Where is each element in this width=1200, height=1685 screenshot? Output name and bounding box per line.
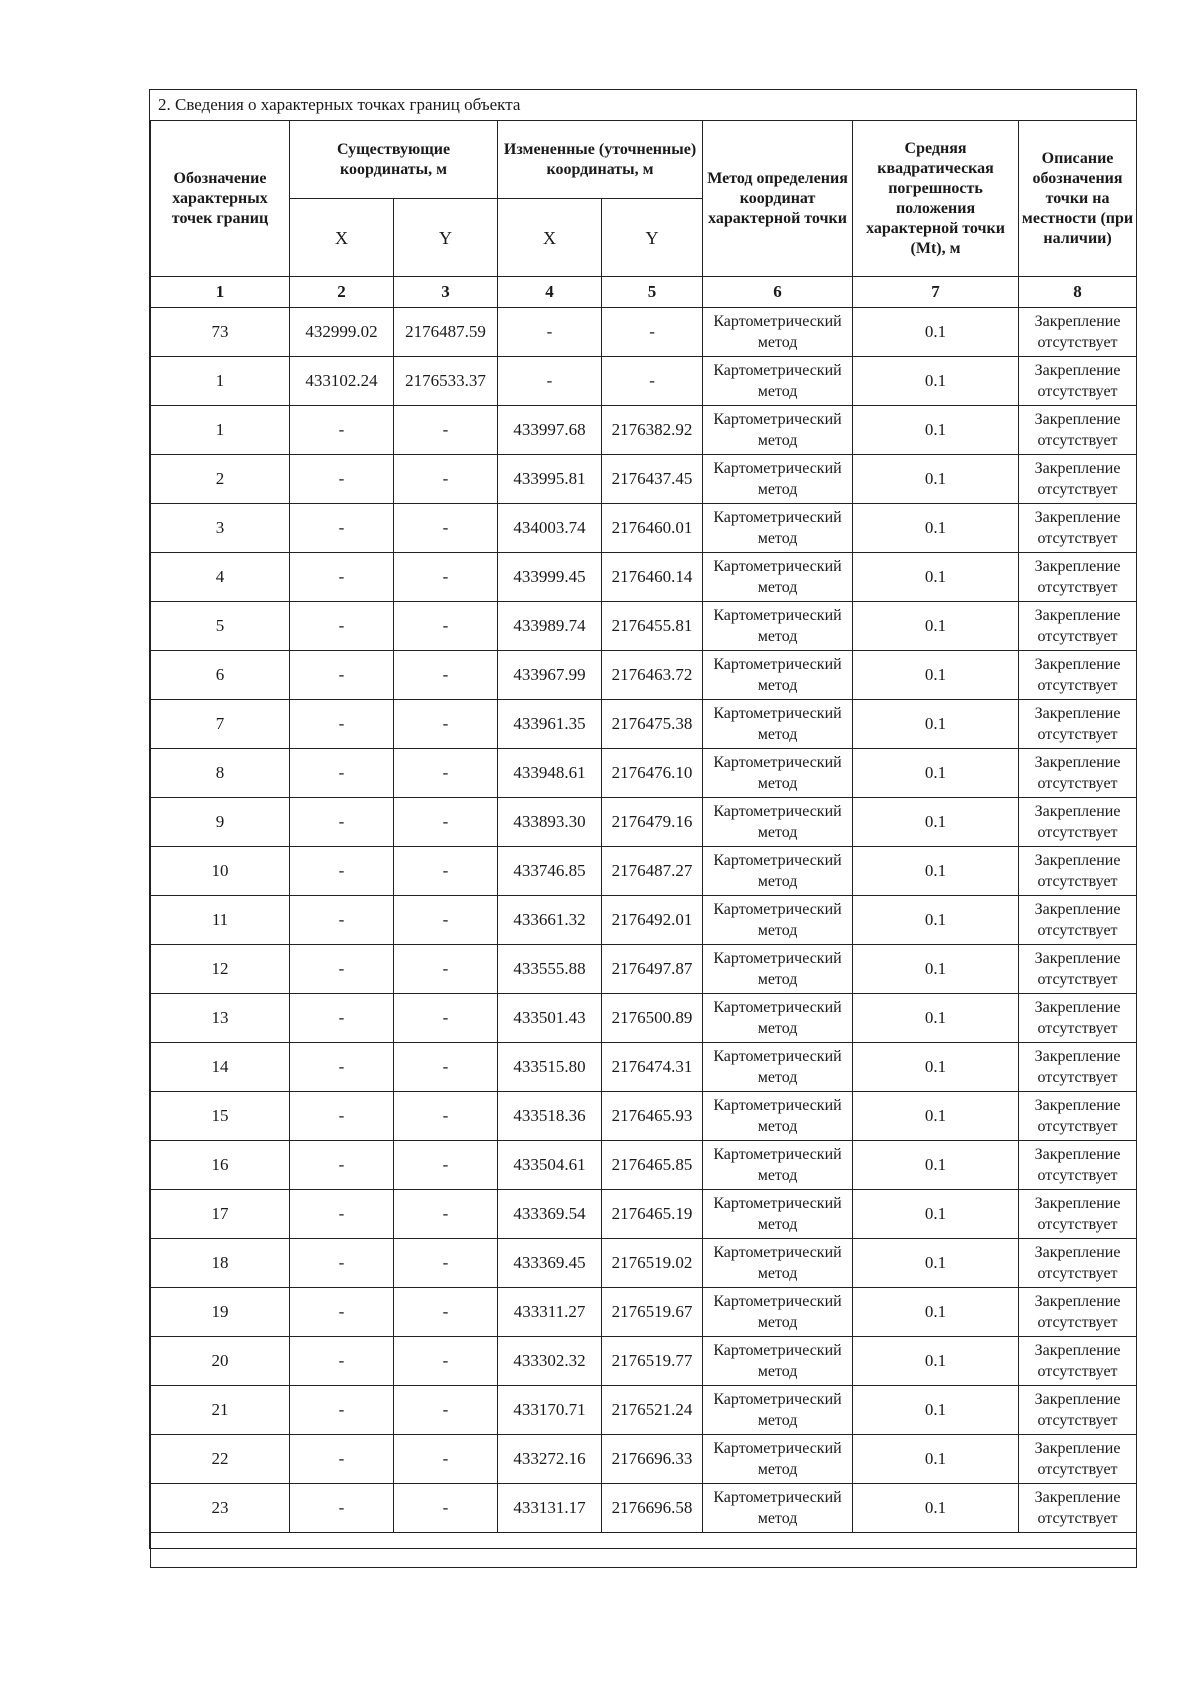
existing-y-cell: - xyxy=(394,1435,498,1484)
description-cell: Закрепление отсутствует xyxy=(1019,1141,1137,1190)
method-cell: Картометрический метод xyxy=(703,798,853,847)
description-cell: Закрепление отсутствует xyxy=(1019,896,1137,945)
mean-error-cell: 0.1 xyxy=(853,651,1019,700)
column-number: 3 xyxy=(394,277,498,308)
description-cell: Закрепление отсутствует xyxy=(1019,406,1137,455)
column-number: 7 xyxy=(853,277,1019,308)
column-number: 2 xyxy=(290,277,394,308)
changed-y-cell: 2176479.16 xyxy=(602,798,703,847)
header-existing-coords: Существующие координаты, м xyxy=(290,121,498,199)
table-row xyxy=(151,700,1137,749)
mean-error-cell: 0.1 xyxy=(853,308,1019,357)
changed-x-cell: 433948.61 xyxy=(498,749,602,798)
existing-x-cell: - xyxy=(290,602,394,651)
changed-x-cell: - xyxy=(498,357,602,406)
mean-error-cell: 0.1 xyxy=(853,553,1019,602)
point-cell: 17 xyxy=(151,1190,290,1239)
header-changed-coords: Измененные (уточненные) координаты, м xyxy=(498,121,703,199)
mean-error-cell: 0.1 xyxy=(853,847,1019,896)
point-cell: 20 xyxy=(151,1337,290,1386)
point-cell: 8 xyxy=(151,749,290,798)
changed-y-cell: 2176463.72 xyxy=(602,651,703,700)
point-cell: 1 xyxy=(151,406,290,455)
existing-y-cell: - xyxy=(394,455,498,504)
table-row xyxy=(151,994,1137,1043)
point-cell: 6 xyxy=(151,651,290,700)
method-cell: Картометрический метод xyxy=(703,1239,853,1288)
existing-x-cell: - xyxy=(290,504,394,553)
changed-y-cell: 2176497.87 xyxy=(602,945,703,994)
mean-error-cell: 0.1 xyxy=(853,455,1019,504)
changed-y-cell: 2176519.67 xyxy=(602,1288,703,1337)
description-cell: Закрепление отсутствует xyxy=(1019,1484,1137,1533)
point-cell: 73 xyxy=(151,308,290,357)
changed-y-cell: 2176465.85 xyxy=(602,1141,703,1190)
table-row xyxy=(151,651,1137,700)
table-row xyxy=(151,1141,1137,1190)
point-cell: 13 xyxy=(151,994,290,1043)
table-row xyxy=(151,602,1137,651)
changed-y-cell: 2176475.38 xyxy=(602,700,703,749)
mean-error-cell: 0.1 xyxy=(853,504,1019,553)
table-row xyxy=(151,1092,1137,1141)
changed-y-cell: 2176455.81 xyxy=(602,602,703,651)
table-row xyxy=(151,1386,1137,1435)
changed-x-cell: 433555.88 xyxy=(498,945,602,994)
existing-x-cell: - xyxy=(290,1337,394,1386)
method-cell: Картометрический метод xyxy=(703,700,853,749)
point-cell: 14 xyxy=(151,1043,290,1092)
method-cell: Картометрический метод xyxy=(703,1288,853,1337)
header-method: Метод определения координат характерной точки xyxy=(703,121,853,277)
description-cell: Закрепление отсутствует xyxy=(1019,1239,1137,1288)
mean-error-cell: 0.1 xyxy=(853,1484,1019,1533)
changed-x-cell: 433995.81 xyxy=(498,455,602,504)
point-cell: 10 xyxy=(151,847,290,896)
mean-error-cell: 0.1 xyxy=(853,1288,1019,1337)
point-cell: 1 xyxy=(151,357,290,406)
existing-x-cell: - xyxy=(290,1239,394,1288)
changed-x-cell: 433967.99 xyxy=(498,651,602,700)
table-row xyxy=(151,455,1137,504)
existing-y-cell: - xyxy=(394,798,498,847)
existing-x-cell: - xyxy=(290,994,394,1043)
table-row xyxy=(151,896,1137,945)
mean-error-cell: 0.1 xyxy=(853,357,1019,406)
method-cell: Картометрический метод xyxy=(703,1386,853,1435)
existing-y-cell: - xyxy=(394,651,498,700)
existing-x-cell: - xyxy=(290,1141,394,1190)
method-cell: Картометрический метод xyxy=(703,455,853,504)
description-cell: Закрепление отсутствует xyxy=(1019,1337,1137,1386)
header-changed-y: Y xyxy=(602,199,703,277)
description-cell: Закрепление отсутствует xyxy=(1019,994,1137,1043)
table-row xyxy=(151,749,1137,798)
mean-error-cell: 0.1 xyxy=(853,1141,1019,1190)
existing-y-cell: - xyxy=(394,1092,498,1141)
existing-x-cell: - xyxy=(290,700,394,749)
mean-error-cell: 0.1 xyxy=(853,994,1019,1043)
changed-y-cell: - xyxy=(602,357,703,406)
description-cell: Закрепление отсутствует xyxy=(1019,602,1137,651)
changed-x-cell: 433311.27 xyxy=(498,1288,602,1337)
mean-error-cell: 0.1 xyxy=(853,602,1019,651)
method-cell: Картометрический метод xyxy=(703,553,853,602)
existing-y-cell: - xyxy=(394,749,498,798)
changed-y-cell: 2176382.92 xyxy=(602,406,703,455)
description-cell: Закрепление отсутствует xyxy=(1019,749,1137,798)
column-number-row xyxy=(151,277,1137,308)
mean-error-cell: 0.1 xyxy=(853,1043,1019,1092)
table-row xyxy=(151,847,1137,896)
description-cell: Закрепление отсутствует xyxy=(1019,553,1137,602)
existing-x-cell: - xyxy=(290,1043,394,1092)
point-cell: 21 xyxy=(151,1386,290,1435)
table-row xyxy=(151,553,1137,602)
point-cell: 3 xyxy=(151,504,290,553)
existing-x-cell: 433102.24 xyxy=(290,357,394,406)
changed-x-cell: 433661.32 xyxy=(498,896,602,945)
existing-x-cell: 432999.02 xyxy=(290,308,394,357)
mean-error-cell: 0.1 xyxy=(853,1190,1019,1239)
method-cell: Картометрический метод xyxy=(703,847,853,896)
changed-x-cell: 433501.43 xyxy=(498,994,602,1043)
existing-y-cell: - xyxy=(394,1337,498,1386)
point-cell: 15 xyxy=(151,1092,290,1141)
changed-x-cell: 433515.80 xyxy=(498,1043,602,1092)
changed-x-cell: 433989.74 xyxy=(498,602,602,651)
method-cell: Картометрический метод xyxy=(703,406,853,455)
table-row xyxy=(151,357,1137,406)
point-cell: 11 xyxy=(151,896,290,945)
changed-x-cell: 433997.68 xyxy=(498,406,602,455)
existing-y-cell: - xyxy=(394,847,498,896)
mean-error-cell: 0.1 xyxy=(853,896,1019,945)
description-cell: Закрепление отсутствует xyxy=(1019,1043,1137,1092)
description-cell: Закрепление отсутствует xyxy=(1019,1190,1137,1239)
mean-error-cell: 0.1 xyxy=(853,1386,1019,1435)
header-changed-x: X xyxy=(498,199,602,277)
existing-y-cell: - xyxy=(394,1043,498,1092)
table-body xyxy=(151,308,1137,1533)
existing-y-cell: 2176533.37 xyxy=(394,357,498,406)
changed-y-cell: 2176460.14 xyxy=(602,553,703,602)
table-row xyxy=(151,1239,1137,1288)
changed-y-cell: 2176465.93 xyxy=(602,1092,703,1141)
changed-x-cell: 433999.45 xyxy=(498,553,602,602)
existing-x-cell: - xyxy=(290,1386,394,1435)
description-cell: Закрепление отсутствует xyxy=(1019,651,1137,700)
changed-x-cell: 433961.35 xyxy=(498,700,602,749)
description-cell: Закрепление отсутствует xyxy=(1019,1288,1137,1337)
description-cell: Закрепление отсутствует xyxy=(1019,1386,1137,1435)
changed-x-cell: - xyxy=(498,308,602,357)
point-cell: 12 xyxy=(151,945,290,994)
existing-y-cell: - xyxy=(394,994,498,1043)
changed-y-cell: 2176460.01 xyxy=(602,504,703,553)
table-row xyxy=(151,798,1137,847)
existing-y-cell: 2176487.59 xyxy=(394,308,498,357)
existing-x-cell: - xyxy=(290,1288,394,1337)
method-cell: Картометрический метод xyxy=(703,1043,853,1092)
point-cell: 5 xyxy=(151,602,290,651)
header-description: Описание обозначения точки на местности (при наличии) xyxy=(1019,121,1137,277)
column-number: 4 xyxy=(498,277,602,308)
column-number: 5 xyxy=(602,277,703,308)
mean-error-cell: 0.1 xyxy=(853,406,1019,455)
point-cell: 19 xyxy=(151,1288,290,1337)
changed-y-cell: 2176696.33 xyxy=(602,1435,703,1484)
header-mean-error: Средняя квадратическая погрешность положения характерной точки (Mt), м xyxy=(853,121,1019,277)
changed-y-cell: 2176519.77 xyxy=(602,1337,703,1386)
point-cell: 2 xyxy=(151,455,290,504)
table-row xyxy=(151,406,1137,455)
empty-footer-row xyxy=(151,1533,1137,1568)
mean-error-cell: 0.1 xyxy=(853,749,1019,798)
method-cell: Картометрический метод xyxy=(703,1141,853,1190)
point-cell: 4 xyxy=(151,553,290,602)
existing-x-cell: - xyxy=(290,1190,394,1239)
method-cell: Картометрический метод xyxy=(703,1092,853,1141)
existing-y-cell: - xyxy=(394,1386,498,1435)
point-cell: 18 xyxy=(151,1239,290,1288)
changed-x-cell: 434003.74 xyxy=(498,504,602,553)
description-cell: Закрепление отсутствует xyxy=(1019,455,1137,504)
existing-x-cell: - xyxy=(290,651,394,700)
existing-y-cell: - xyxy=(394,504,498,553)
point-cell: 7 xyxy=(151,700,290,749)
method-cell: Картометрический метод xyxy=(703,945,853,994)
mean-error-cell: 0.1 xyxy=(853,700,1019,749)
mean-error-cell: 0.1 xyxy=(853,1435,1019,1484)
changed-y-cell: 2176521.24 xyxy=(602,1386,703,1435)
changed-y-cell: 2176487.27 xyxy=(602,847,703,896)
existing-x-cell: - xyxy=(290,945,394,994)
table-row xyxy=(151,1435,1137,1484)
existing-y-cell: - xyxy=(394,553,498,602)
description-cell: Закрепление отсутствует xyxy=(1019,1092,1137,1141)
existing-y-cell: - xyxy=(394,1288,498,1337)
boundary-points-table xyxy=(150,120,1137,1568)
changed-y-cell: 2176492.01 xyxy=(602,896,703,945)
changed-x-cell: 433369.54 xyxy=(498,1190,602,1239)
changed-y-cell: - xyxy=(602,308,703,357)
changed-x-cell: 433272.16 xyxy=(498,1435,602,1484)
description-cell: Закрепление отсутствует xyxy=(1019,945,1137,994)
header-existing-x: X xyxy=(290,199,394,277)
table-row xyxy=(151,1043,1137,1092)
method-cell: Картометрический метод xyxy=(703,1337,853,1386)
changed-y-cell: 2176465.19 xyxy=(602,1190,703,1239)
point-cell: 22 xyxy=(151,1435,290,1484)
existing-y-cell: - xyxy=(394,945,498,994)
table-row xyxy=(151,1288,1137,1337)
description-cell: Закрепление отсутствует xyxy=(1019,798,1137,847)
section-title: 2. Сведения о характерных точках границ объекта xyxy=(158,95,521,114)
table-row xyxy=(151,504,1137,553)
method-cell: Картометрический метод xyxy=(703,357,853,406)
existing-x-cell: - xyxy=(290,455,394,504)
table-row xyxy=(151,1337,1137,1386)
existing-x-cell: - xyxy=(290,553,394,602)
existing-x-cell: - xyxy=(290,749,394,798)
existing-y-cell: - xyxy=(394,1484,498,1533)
changed-x-cell: 433893.30 xyxy=(498,798,602,847)
method-cell: Картометрический метод xyxy=(703,1435,853,1484)
boundary-points-sheet xyxy=(149,89,1137,1549)
changed-x-cell: 433518.36 xyxy=(498,1092,602,1141)
table-row xyxy=(151,1190,1137,1239)
mean-error-cell: 0.1 xyxy=(853,1239,1019,1288)
description-cell: Закрепление отсутствует xyxy=(1019,700,1137,749)
existing-y-cell: - xyxy=(394,602,498,651)
mean-error-cell: 0.1 xyxy=(853,1092,1019,1141)
table-row xyxy=(151,308,1137,357)
header-existing-y: Y xyxy=(394,199,498,277)
existing-x-cell: - xyxy=(290,1484,394,1533)
existing-y-cell: - xyxy=(394,406,498,455)
table-row xyxy=(151,1484,1137,1533)
method-cell: Картометрический метод xyxy=(703,1190,853,1239)
changed-y-cell: 2176696.58 xyxy=(602,1484,703,1533)
method-cell: Картометрический метод xyxy=(703,308,853,357)
header-point-designation: Обозначение характерных точек границ xyxy=(151,121,290,277)
point-cell: 16 xyxy=(151,1141,290,1190)
changed-y-cell: 2176519.02 xyxy=(602,1239,703,1288)
column-number: 8 xyxy=(1019,277,1137,308)
column-number: 1 xyxy=(151,277,290,308)
column-number: 6 xyxy=(703,277,853,308)
changed-x-cell: 433302.32 xyxy=(498,1337,602,1386)
changed-x-cell: 433131.17 xyxy=(498,1484,602,1533)
method-cell: Картометрический метод xyxy=(703,651,853,700)
changed-y-cell: 2176476.10 xyxy=(602,749,703,798)
changed-y-cell: 2176437.45 xyxy=(602,455,703,504)
method-cell: Картометрический метод xyxy=(703,896,853,945)
mean-error-cell: 0.1 xyxy=(853,1337,1019,1386)
description-cell: Закрепление отсутствует xyxy=(1019,504,1137,553)
changed-y-cell: 2176500.89 xyxy=(602,994,703,1043)
existing-x-cell: - xyxy=(290,896,394,945)
mean-error-cell: 0.1 xyxy=(853,798,1019,847)
existing-y-cell: - xyxy=(394,1239,498,1288)
changed-y-cell: 2176474.31 xyxy=(602,1043,703,1092)
method-cell: Картометрический метод xyxy=(703,1484,853,1533)
existing-x-cell: - xyxy=(290,847,394,896)
description-cell: Закрепление отсутствует xyxy=(1019,357,1137,406)
method-cell: Картометрический метод xyxy=(703,994,853,1043)
existing-x-cell: - xyxy=(290,798,394,847)
method-cell: Картометрический метод xyxy=(703,749,853,798)
description-cell: Закрепление отсутствует xyxy=(1019,308,1137,357)
changed-x-cell: 433746.85 xyxy=(498,847,602,896)
description-cell: Закрепление отсутствует xyxy=(1019,847,1137,896)
changed-x-cell: 433369.45 xyxy=(498,1239,602,1288)
changed-x-cell: 433504.61 xyxy=(498,1141,602,1190)
existing-y-cell: - xyxy=(394,1190,498,1239)
existing-y-cell: - xyxy=(394,1141,498,1190)
point-cell: 23 xyxy=(151,1484,290,1533)
existing-x-cell: - xyxy=(290,1092,394,1141)
existing-x-cell: - xyxy=(290,1435,394,1484)
existing-x-cell: - xyxy=(290,406,394,455)
point-cell: 9 xyxy=(151,798,290,847)
mean-error-cell: 0.1 xyxy=(853,945,1019,994)
method-cell: Картометрический метод xyxy=(703,602,853,651)
existing-y-cell: - xyxy=(394,700,498,749)
description-cell: Закрепление отсутствует xyxy=(1019,1435,1137,1484)
existing-y-cell: - xyxy=(394,896,498,945)
method-cell: Картометрический метод xyxy=(703,504,853,553)
table-row xyxy=(151,945,1137,994)
changed-x-cell: 433170.71 xyxy=(498,1386,602,1435)
